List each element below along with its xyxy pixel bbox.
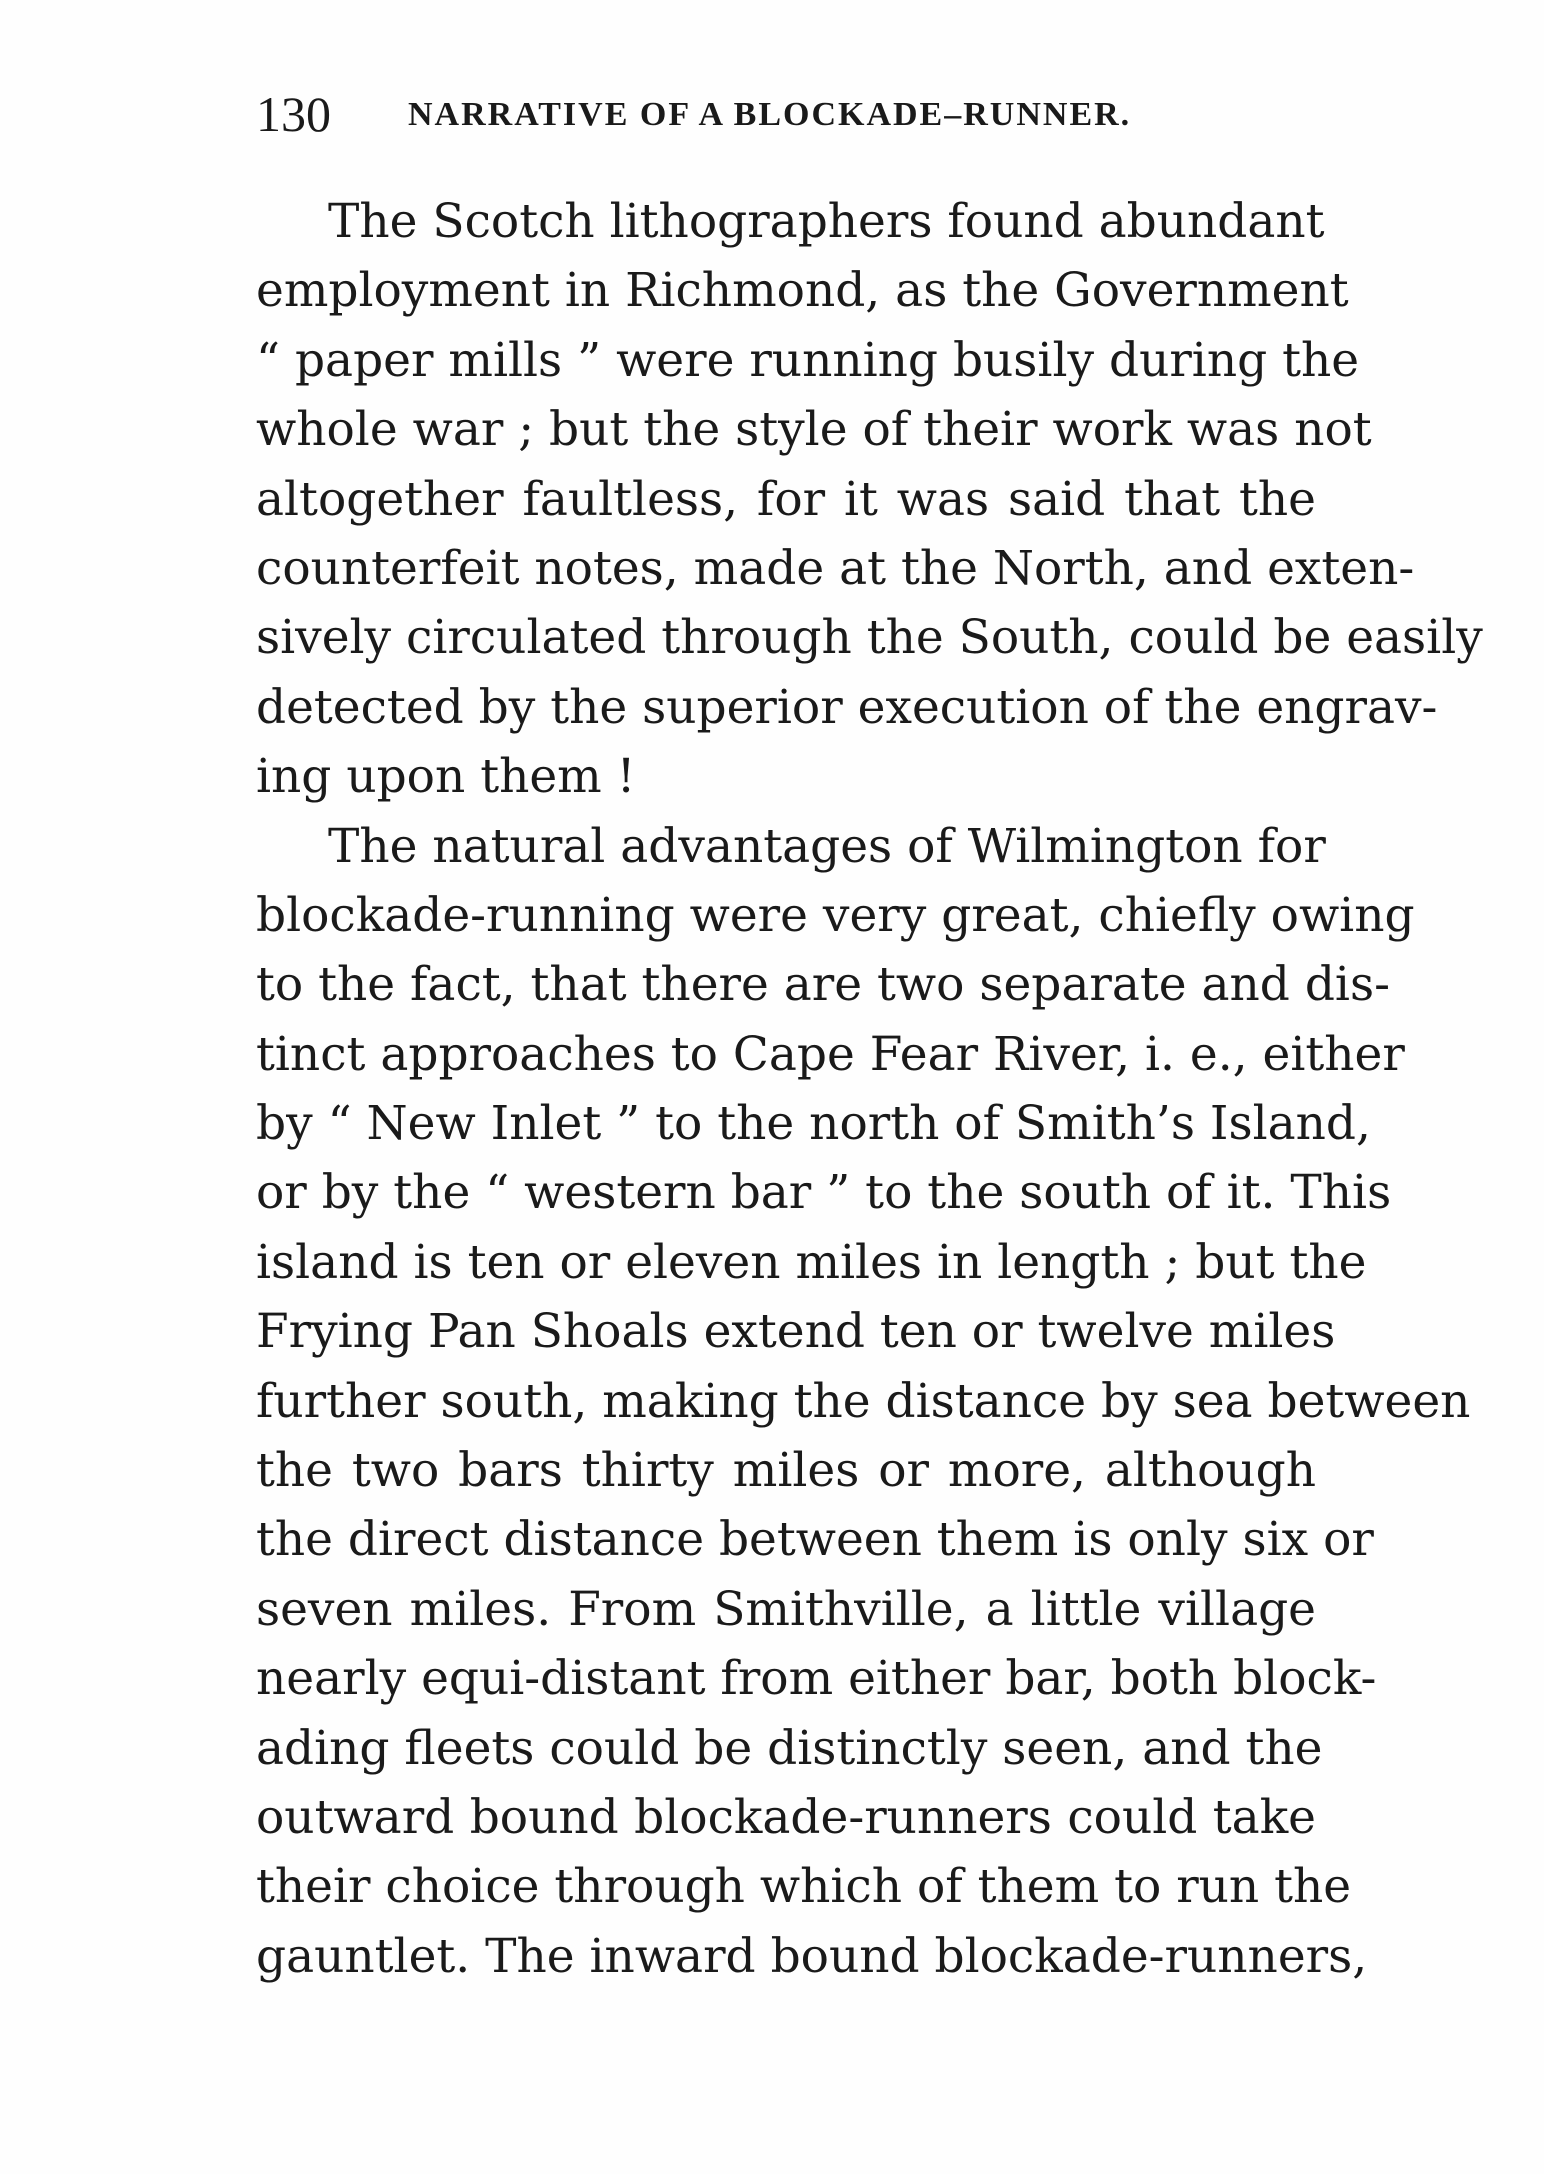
text-line: blockade-running were very great, chiefly owing xyxy=(256,887,1415,943)
text-line: altogether faultless, for it was said that the xyxy=(256,471,1316,527)
text-line: Frying Pan Shoals extend ten or twelve miles xyxy=(256,1304,1336,1360)
text-line: the direct distance between them is only six or xyxy=(256,1512,1374,1568)
text-line: outward bound blockade-runners could take xyxy=(256,1789,1316,1845)
text-line: “ paper mills ” were running busily during the xyxy=(256,332,1360,388)
text-line: sively circulated through the South, could be easily xyxy=(256,610,1483,666)
text-line: employment in Richmond, as the Government xyxy=(256,263,1349,319)
text-line: further south, making the distance by sea between xyxy=(256,1373,1471,1429)
text-line: detected by the superior execution of the engrav- xyxy=(256,679,1438,735)
text-line: their choice through which of them to run the xyxy=(256,1859,1352,1915)
text-line: nearly equi-distant from either bar, both block- xyxy=(256,1651,1377,1707)
text-line: ing upon them ! xyxy=(256,749,636,805)
text-line: seven miles. From Smithville, a little village xyxy=(256,1581,1316,1637)
text-line: the two bars thirty miles or more, although xyxy=(256,1443,1316,1499)
text-line: The natural advantages of Wilmington for xyxy=(328,818,1326,874)
running-title: NARRATIVE OF A BLOCKADE–RUNNER. xyxy=(408,96,1132,133)
text-line: counterfeit notes, made at the North, and exten- xyxy=(256,540,1415,596)
page-number: 130 xyxy=(256,86,331,142)
text-line: whole war ; but the style of their work was not xyxy=(256,402,1372,458)
text-line: ading fleets could be distinctly seen, and the xyxy=(256,1720,1323,1776)
body-text xyxy=(256,187,1483,1991)
text-line: island is ten or eleven miles in length ; but the xyxy=(256,1234,1367,1290)
text-line: to the fact, that there are two separate and dis- xyxy=(256,957,1390,1013)
text-line: tinct approaches to Cape Fear River, i. e., either xyxy=(256,1026,1405,1082)
text-line: or by the “ western bar ” to the south of it. This xyxy=(256,1165,1392,1221)
text-line: The Scotch lithographers found abundant xyxy=(328,194,1325,249)
running-head xyxy=(256,84,1316,144)
text-line: by “ New Inlet ” to the north of Smith’s Island, xyxy=(256,1096,1371,1152)
text-line: gauntlet. The inward bound blockade-runners, xyxy=(256,1928,1368,1984)
